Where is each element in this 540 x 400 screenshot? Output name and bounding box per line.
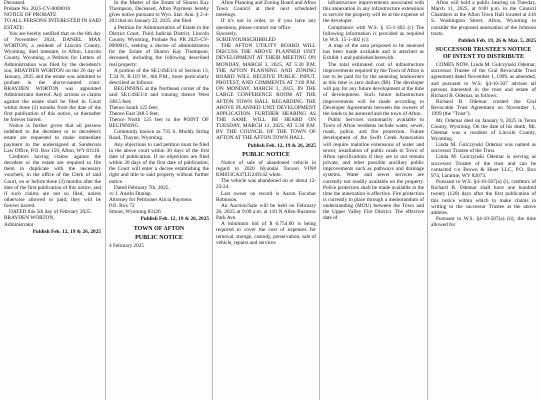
notice-paragraph: TO ALL PERSONS INTERESTED IN SAID ESTATE: xyxy=(4,18,101,31)
notice-heading: PUBLIC NOTICE xyxy=(242,151,290,158)
notice-heading: PUBLIC NOTICE xyxy=(135,234,183,241)
publish-dates: Publish Feb. 19, 26 & Mar. 5, 2025 xyxy=(458,37,536,44)
notice-paragraph: In the Matter of the Estate of Sharon Kay Thompson, Deceased, Afton Paymens hereby gives notice pursuant to Wyo. Stat. Ann. § 2-4-203 that on January 22, 2025, she filed xyxy=(109,0,209,25)
publish-dates: Publish Feb. 12, 19 & 26, 2025 xyxy=(247,142,316,149)
notice-paragraph: Sincerely, xyxy=(216,30,237,37)
notice-paragraph: The total estimated cost of infrastructure improvements required by the Town of Afton is not to be paid for by the annexing landowners at this time is zero dollars ($0). The developer will pay for any future development at the time of development. Such future infrastructure improvements will be made according to Developer Agreements between the owners of the lands to be annexed and the town of Afton. xyxy=(323,61,424,117)
notice-paragraph: Thence South 125 feet; xyxy=(109,104,159,111)
notice-paragraph: Notice is further given that all persons indebted to the decedent or to decedent's estate are requested to make immediate payment to the undersigned at Sanderson Law Office, P.O. Box 159, Afton, WY 83110. xyxy=(4,123,101,154)
notice-paragraph: DATED this 5th day of February 2025. xyxy=(9,209,92,216)
notice-paragraph: COMES NOW, Linda M. Gulczynski Odemar, successor Trustee of the Gral Revocable Trust agreement dated November 1, 1999, as amended, and pursuant to W.S. §4-10-507 advises all persons interested in the trust and estate of Richard B. Odemar, as follows: xyxy=(431,62,536,99)
notice-paragraph: An Auction/Sale will be held on February 26, 2025 at 9:00 a.m. at 110 N Allen Business Park Ave. xyxy=(216,202,316,222)
notice-paragraph: Pursuant to W.S. §4-10-507(a) (i), creditors of Richard B. Odemar shall have one hundred twenty (120) days after the first publication of this notice within which to make claims in writing to the successor Trustee at the above address. xyxy=(431,179,536,216)
notice-paragraph: SUBJEYOURSCRIBBLED xyxy=(216,36,276,43)
notice-paragraph: Linda M. Gulczynski Odemar is serving as successor Trustee of the trust and can be contacted c/o Brown & Hiser LLC, P.O. Box 974, Laramie, WY 82073. xyxy=(431,154,536,179)
notice-paragraph: NOTICE OF PROBATE xyxy=(4,12,57,19)
notice-paragraph: BRAYDEN WORTON, xyxy=(4,215,55,222)
notice-paragraph: Mr. Odemar died on January 9, 2025 in Teton County, Wyoming. On the date of his death, Mr. Odemar was a resident of Lincoln County, Wyoming. xyxy=(431,117,536,142)
notice-paragraph: A minimum bid of $ 6,754.00 is being required to cover the cost of expenses for removal, storage, custody, preservation, sale of vehicle, repairs and services xyxy=(216,221,316,246)
notice-paragraph: Richard B. Odemar created the Gral Revocable Trust Agreement on November 1, 1999 (the "Trust"). xyxy=(431,99,536,118)
column-divider xyxy=(105,0,106,400)
notice-heading: SUCCESSOR TRUSTEE'S NOTICE OF INTENT TO DISTRIBUTE xyxy=(435,47,532,61)
notice-paragraph: A map of the area proposed to be annexed has been made available and is attached as Exhibit 1 and published herewith. xyxy=(323,43,424,62)
notice-paragraph: Pursuant to W.S. §4-10-507(a) (ii), the time allowed for xyxy=(431,216,536,229)
notice-column-2 xyxy=(109,0,209,400)
notice-paragraph: infrastructure improvements associated with this annexation in any infrastructure extensions to service the property will be at the expense of the developer. xyxy=(323,0,424,25)
notice-paragraph: Creditors having claims against the decedent or the estate are required to file them in duplicate with the necessary vouchers, in the office of the Clerk of said Court, on or before three (3) months after the date of the first publication of this notice, and if such claims are not so filed, unless otherwise allowed or paid, they will be forever barred. xyxy=(4,153,101,210)
notice-paragraph: a Petition for Administration of Estate in the District Court, Third Judicial District, Lincoln County, Wyoming, Probate No. PR 2025-CV-0000015, seeking a decree of administration for the Estate of Sharon Kay Thompson, deceased, including the following described real property: xyxy=(109,24,209,68)
notice-paragraph: THE AFTON UTILITY BOARD WILL DISCUSS THE ABOVE PLANNED UNIT DEVELOPMENT AT THEIR MEETING ON MONDAY, MARCH 3, 2025, AT 5:30 P.M. THE AFTON PLANNING AND ZONING BOARD WILL RECEIVE PUBLIC INPUT, PROTEST, AND COMMENTS AT 7:00 P.M. ON MONDAY, MARCH 3, 2025, IN THE LARGE CONFERENCE ROOM AT THE AFTON TOWN HALL REGARDING THE ABOVE PLANNED UNIT DEVELOPMENT APPLICATION. FURTHER HEARING AS THE SAME WILL BE HEARD ON TUESDAY, MARCH 11, 2025, AT 5:30 P.M. BY THE COUNCIL OF THE TOWN OF AFTON AT THE AFTON TOWN HALL. xyxy=(216,43,316,142)
notice-paragraph: Administrator xyxy=(4,221,34,228)
notice-paragraph: Thence North 125 feet to the POINT OF BEGINNING. xyxy=(109,116,209,130)
notice-paragraph: If it's not in order, or if you have any questions, please contact our office. xyxy=(216,18,316,31)
notice-column-4 xyxy=(323,0,424,400)
notice-paragraph: Thence East 348.5 feet; xyxy=(109,110,160,117)
column-divider xyxy=(319,0,320,400)
notice-paragraph: The vehicle was abandoned on or about 12-23-24. xyxy=(216,178,316,191)
notice-paragraph: Afton Planning and Zoning Board and Afton Town Council at their next scheduled meetings. xyxy=(216,0,316,19)
notice-paragraph: Last owner on record is Aaron Escobar Robinson. xyxy=(216,190,316,203)
notice-paragraph: Afton will hold a public hearing on Tuesday, March 11, 2025, at 6:00 p.m. in the Council Chambers at the Afton Town Hall located at 416 S. Washington Street, Afton, Wyoming to consider the proposed annexation of the Johnson tracts. xyxy=(431,0,536,37)
notice-paragraph: /s/ J. Austin Dunlap xyxy=(109,190,151,197)
notice-paragraph: Any objections to said petition must be filed in the above court within 30 days of the first date of publication. If no objections are filed within 30 days of the first date of publication, the Court will enter a decree establishing the right and title to said property without further notice. xyxy=(109,141,209,185)
column-divider xyxy=(427,0,428,400)
notice-paragraph: Attorney for Petitioner Alicia Paymens xyxy=(109,197,192,203)
notice-paragraph: 4 February 2025 xyxy=(109,242,145,249)
publish-dates: Publish Feb. 12, 19 & 26, 2025 xyxy=(140,216,209,223)
notice-paragraph: Dated February 7th, 2025. xyxy=(114,184,170,191)
notice-column-3 xyxy=(216,0,316,400)
notice-paragraph: Deceased. xyxy=(4,0,26,6)
notice-column-1 xyxy=(4,0,101,400)
notice-paragraph: A portion of the SE1/4SE1/4 of Section 13, T.34 N, R.119 W., 6th P.M., more particularly described as follows: xyxy=(109,67,209,87)
notice-paragraph: BEGINNING at the Northeast corner of the said SE1/4SE1/4 and running thence West 348.5 feet; xyxy=(109,86,209,105)
notice-paragraph: Commonly known as 735 S. Muddy String Road, Thayne, Wyoming. xyxy=(109,129,209,142)
notice-paragraph: Public Services customarily available to Town of Afton residents include water, sewer, roads, police, and fire protection. Future development of the Swift Creek Annexation will require mainline extensions of water and sewer, installation of public roads to Town of Afton specifications if they are to not remain private, and other possible ancillary public improvements such as pathways and drainage systems. Water and sewer services are currently not readily available on the property. Police protection shall be made available at the time the annexation is effective. Fire protection is currently in place through a memorandum of understanding (MOU) between the Town and the Upper Valley Fire District. The effective date of xyxy=(323,116,424,222)
notice-paragraph: Linda M. Gulczynski Odemar was named as successor Trustee of the Trust. xyxy=(431,142,536,155)
notice-paragraph: Probate No. 2025-CV-0000016 xyxy=(4,6,71,13)
notice-heading: TOWN OF AFTON xyxy=(133,225,185,232)
column-divider xyxy=(212,0,213,400)
notice-paragraph: Notice of sale of abandoned vehicle in regard to 2020 Hyundai Tucson VIN# KM8J3CA47LU249142 white. xyxy=(216,159,316,179)
publish-dates: Publish Feb. 12, 19 & 26, 2025 xyxy=(32,228,101,235)
notice-paragraph: You are hereby notified that on the 6th day of November 2024, DANIEL MAX WORTON, a resident of Lincoln County, Wyoming, died intestate, in Afton, Lincoln County, Wyoming, a Petition for Letters of Administration was filed by the decedent's son, BRAYDEN WORTON on the 26 day of January, 2025 and the estate was admitted to probate in the above-named court. BRAYDEN WORTON was appointed Administrator thereof. Any actions or claims against the estate shall be filed in Court within three (3) months from the date of the first publication of this notice, or thereafter be forever barred. xyxy=(4,30,101,123)
notice-paragraph: P.O. Box 72 xyxy=(109,203,135,210)
notice-column-5 xyxy=(431,0,536,400)
notice-paragraph: Compliance with W.S. § 15-1-402 (c) The following information is provided as required by W.S. 15-1-402 (c): xyxy=(323,24,424,43)
notice-paragraph: Smoot, Wyoming 83126 xyxy=(109,209,161,216)
